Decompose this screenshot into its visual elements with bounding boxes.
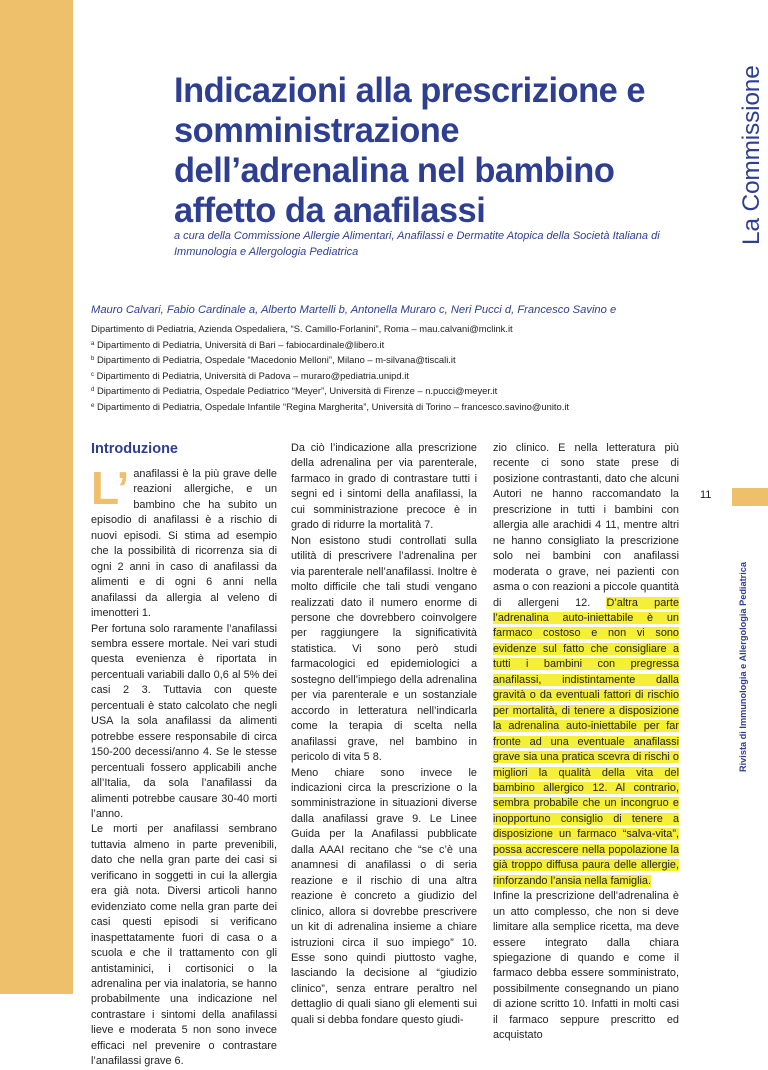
journal-label-text: Rivista di Immunologia e Allergologia Pediatrica bbox=[738, 562, 748, 772]
author-list: Mauro Calvari, Fabio Cardinale a, Alberto Martelli b, Antonella Muraro c, Neri Pucci d, Francesco Savino e bbox=[91, 304, 617, 316]
paragraph: Da ciò l’indicazione alla prescrizione della adrenalina per via parenterale, farmaco in grado di contrastare tutti i segni ed i sintomi della anafilassi, la cui somministrazione precoce è in grado di ridurre la mortalità 7. bbox=[291, 442, 477, 532]
section-label bbox=[698, 30, 765, 245]
paragraph: Non esistono studi controllati sulla utilità di prescrivere l’adrenalina per via parenterale nell’anafilassi. Inoltre è molto difficile che tali studi vengano realizzati dato il numero enorme di persone che dovrebbero coinvolgere per raggiungere la significatività statistica. Vi sono però studi farmacologici ed epidemiologici a sostegno dell’impiego della adrenalina per via parenterale e un sostanziale accordo in letteratura nell’indicarla come la terapia di scelta nella anafilassi grave, nel bambino in pericolo di vita 5 8. bbox=[291, 534, 477, 764]
journal-label bbox=[726, 512, 748, 772]
article-title: Indicazioni alla prescrizione e somministrazione dell’adrenalina nel bambino affetto da anafilassi bbox=[174, 70, 646, 230]
page-number: 11 bbox=[700, 489, 712, 501]
body-column-1 bbox=[91, 441, 277, 1070]
paragraph: Infine la prescrizione dell’adrenalina è un atto complesso, che non si deve limitare alla semplice ricetta, ma deve essere integrato dalla chiara spiegazione di quando e come il farmaco debba essere somministrato, possibilmente consegnando un piano di azione scritto 10. Infatti in molti casi il farmaco seppure prescritto ed acquistato bbox=[493, 890, 679, 1042]
highlighted-text: D’altra parte l’adrenalina auto-iniettabile è un farmaco costoso e non vi sono evidenze sul fatto che consigliare a tutti i bambini con pregressa anafilassi, indistintamente dalla gravità o da eventuali fattori di rischio per mortalità, di tenere a disposizione la adrenalina auto-iniettabile per far fronte ad una eventuale anafilassi grave sia una pratica scevra di rischi o migliori la qualità della vita del bambino allergico 12. Al contrario, sembra probabile che un incongruo e inopportuno consiglio di tenere a disposizione un farmaco “salva-vita”, possa accrescere nella popolazione la già troppo diffusa paura delle allergie, rinforzando l’ansia nella famiglia. bbox=[493, 596, 680, 887]
paragraph: Meno chiare sono invece le indicazioni circa la prescrizione o la somministrazione in situazioni diverse dalla anafilassi grave 9. Le Linee Guida per la Anafilassi pubblicate dalla AAAI recitano che “se c’è una anamnesi di anafilassi o di seria reazione e il rischio di una altra reazione è concreto a giudizio del clinico, allora si dovrebbe prescrivere un kit di adrenalina insieme a chiare istruzioni circa il suo impiego” 10. Esse sono quindi piuttosto vaghe, lasciando la decisione al “giudizio clinico”, senza entrare peraltro nel dettaglio di quali siano gli elementi sui quali si debba fondare questo giudi- bbox=[291, 766, 477, 1026]
paragraph: L’ anafilassi è la più grave delle reazioni allergiche, e un bambino che ha subito un episodio di anafilassi è a rischio di nuovi episodi. Si stima ad esempio che la possibilità di ricorrenza sia di ogni 2 anni in caso di anafilassi da alimenti e di ogni 6 anni nella anafilassi da allergia al veleno di imenotteri 1. bbox=[91, 462, 277, 620]
left-accent-bar bbox=[0, 0, 73, 994]
affiliation-line: $^a$ Dipartimento di Pediatria, Università di Bari – fabiocardinale@libero.it bbox=[91, 338, 385, 350]
affiliation-line: $^c$ Dipartimento di Pediatria, Università di Padova – muraro@pediatria.unipd.it bbox=[91, 369, 409, 381]
affiliation-line: $^d$ Dipartimento di Pediatria, Ospedale Pediatrico “Meyer”, Università di Firenze – n.pucci@meyer.it bbox=[91, 385, 498, 396]
affiliation-line: Dipartimento di Pediatria, Azienda Ospedaliera, “S. Camillo-Forlanini”, Roma – mau.calvani@mclink.it bbox=[91, 323, 513, 334]
affiliations bbox=[91, 321, 731, 414]
affiliation-line: $^b$ Dipartimento di Pediatria, Ospedale “Macedonio Melloni”, Milano – m-silvana@tiscali.it bbox=[91, 354, 456, 365]
body-column-2 bbox=[291, 441, 477, 1028]
paragraph: zio clinico. E nella letteratura più recente ci sono state prese di posizione contrastanti, dato che alcuni Autori ne hanno raccomandato la prescrizione in tutti i bambini con allergia alle arachidi 4 11, mentre altri ne hanno consigliato la prescrizione solo nei bambini con anafilassi moderata o grave, nei pazienti con asma o con reazioni a piccole quantità di allergeni 12. D’altra parte l’adrenalina auto-iniettabile è un farmaco costoso e non vi sono evidenze sul fatto che consigliare a tutti i bambini con pregressa anafilassi, indistintamente dalla gravità o da eventuali fattori di rischio per mortalità, di tenere a disposizione la adrenalina auto-iniettabile per far fronte ad una eventuale anafilassi grave sia una pratica scevra di rischi o migliori la qualità della vita del bambino allergico 12. Al contrario, sembra probabile che un incongruo e inopportuno consiglio di tenere a disposizione un farmaco “salva-vita”, possa accrescere nella popolazione la già troppo diffusa paura delle allergie, rinforzando l’ansia nella famiglia. bbox=[493, 442, 680, 887]
section-label-text: La Commissione bbox=[738, 65, 765, 245]
affiliation-line: $^e$ Dipartimento di Pediatria, Ospedale Infantile “Regina Margherita”, Università di Torino – francesco.savino@unito.it bbox=[91, 400, 570, 412]
body-column-3 bbox=[493, 441, 679, 1044]
paragraph: Le morti per anafilassi sembrano tuttavia almeno in parte prevenibili, dato che nella gran parte dei casi si verificano in soggetti in cui la allergia era già nota. Diversi articoli hanno evidenziato come nella gran parte dei casi questi episodi si verificano inaspettatamente fuori di casa o a scuola e che il trattamento con gli antistaminici, i cortisonici o la adrenalina per via inalatoria, se hanno probabilmente una indicazione nel contrastare i sintomi della anafilassi lieve e moderata 5 non sono invece efficaci nel prevenire o contrastare l’anafilassi grave 6. bbox=[91, 823, 277, 1068]
page-number-bar bbox=[732, 488, 768, 506]
drop-cap: L’ bbox=[91, 462, 130, 514]
paragraph: Per fortuna solo raramente l’anafilassi sembra essere mortale. Nei vari studi questa evenienza è riportata in percentuali variabili dallo 0,6 al 5% dei casi 2 3. Tuttavia con queste percentuali è stato calcolato che negli USA la sola anafilassi da alimenti potrebbe essere responsabile di circa 150-200 decessi/anno 4. Se le stesse percentuali fossero applicabili anche all’Italia, da sola l’anafilassi da alimenti potrebbe causare 30-40 morti l’anno. bbox=[91, 622, 277, 820]
article-subtitle: a cura della Commissione Allergie Alimentari, Anafilassi e Dermatite Atopica della Società Italiana di Immunologia e Allergologia Pediatrica bbox=[174, 230, 660, 258]
section-heading: Introduzione bbox=[91, 441, 178, 457]
